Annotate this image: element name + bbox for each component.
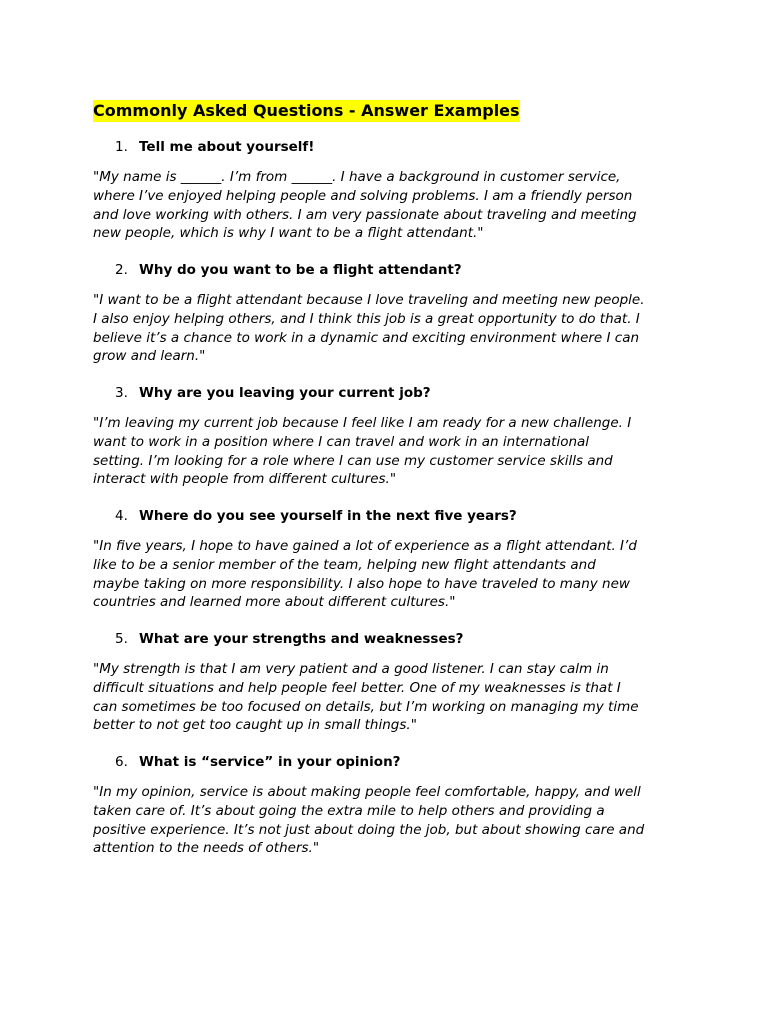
question-number: 3. bbox=[115, 385, 128, 401]
answer-4: "In five years, I hope to have gained a lot of experience as a flight attendant. I’d like to be a senior member of the team, helping new flight attendants and maybe taking on more responsibility. I also hope to have traveled to many new countries and learned more about different cultures." bbox=[93, 538, 637, 611]
answer-6: "In my opinion, service is about making people feel comfortable, happy, and well taken care of. It’s about going the extra mile to help others and providing a positive experience. It’s not just about doing the job, but about showing care and attention to the needs of others." bbox=[93, 784, 645, 857]
page-title-text: Commonly Asked Questions - Answer Examples bbox=[93, 101, 520, 120]
question-number: 6. bbox=[115, 754, 128, 770]
page-title bbox=[93, 100, 520, 122]
answer-3: "I’m leaving my current job because I feel like I am ready for a new challenge. I want to work in a position where I can travel and work in an international setting. I’m looking for a role where I can use my customer service skills and interact with people from different cultures." bbox=[93, 415, 632, 488]
qa-item-4 bbox=[93, 506, 683, 612]
question-text: What are your strengths and weaknesses? bbox=[139, 631, 464, 647]
answer-2: "I want to be a flight attendant because I love traveling and meeting new people. I also enjoy helping others, and I think this job is a great opportunity to do that. I believe it’s a chance to work in a dynamic and exciting environment where I can grow and learn." bbox=[93, 292, 645, 365]
question-3 bbox=[93, 383, 683, 403]
qa-item-3 bbox=[93, 383, 683, 489]
question-text: Tell me about yourself! bbox=[139, 139, 315, 155]
question-text: Where do you see yourself in the next five years? bbox=[139, 508, 517, 524]
question-text: Why are you leaving your current job? bbox=[139, 385, 431, 401]
qa-item-2 bbox=[93, 260, 683, 366]
question-2 bbox=[93, 260, 683, 280]
question-number: 5. bbox=[115, 631, 128, 647]
question-text: What is “service” in your opinion? bbox=[139, 754, 401, 770]
answer-5: "My strength is that I am very patient and a good listener. I can stay calm in difficult situations and help people feel better. One of my weaknesses is that I can sometimes be too focused on details, but I’m working on managing my time better to not get too caught up in small things." bbox=[93, 661, 639, 734]
question-text: Why do you want to be a flight attendant? bbox=[139, 262, 462, 278]
question-1 bbox=[93, 137, 683, 157]
question-5 bbox=[93, 629, 683, 649]
question-6 bbox=[93, 752, 683, 772]
qa-item-6 bbox=[93, 752, 683, 858]
question-4 bbox=[93, 506, 683, 526]
question-number: 4. bbox=[115, 508, 128, 524]
answer-1: "My name is ______. I’m from ______. I have a background in customer service, where I’ve enjoyed helping people and solving problems. I am a friendly person and love working with others. I am very passionate about traveling and meeting new people, which is why I want to be a flight attendant." bbox=[93, 169, 637, 242]
qa-item-1 bbox=[93, 137, 683, 243]
question-number: 2. bbox=[115, 262, 128, 278]
question-number: 1. bbox=[115, 139, 128, 155]
qa-item-5 bbox=[93, 629, 683, 735]
